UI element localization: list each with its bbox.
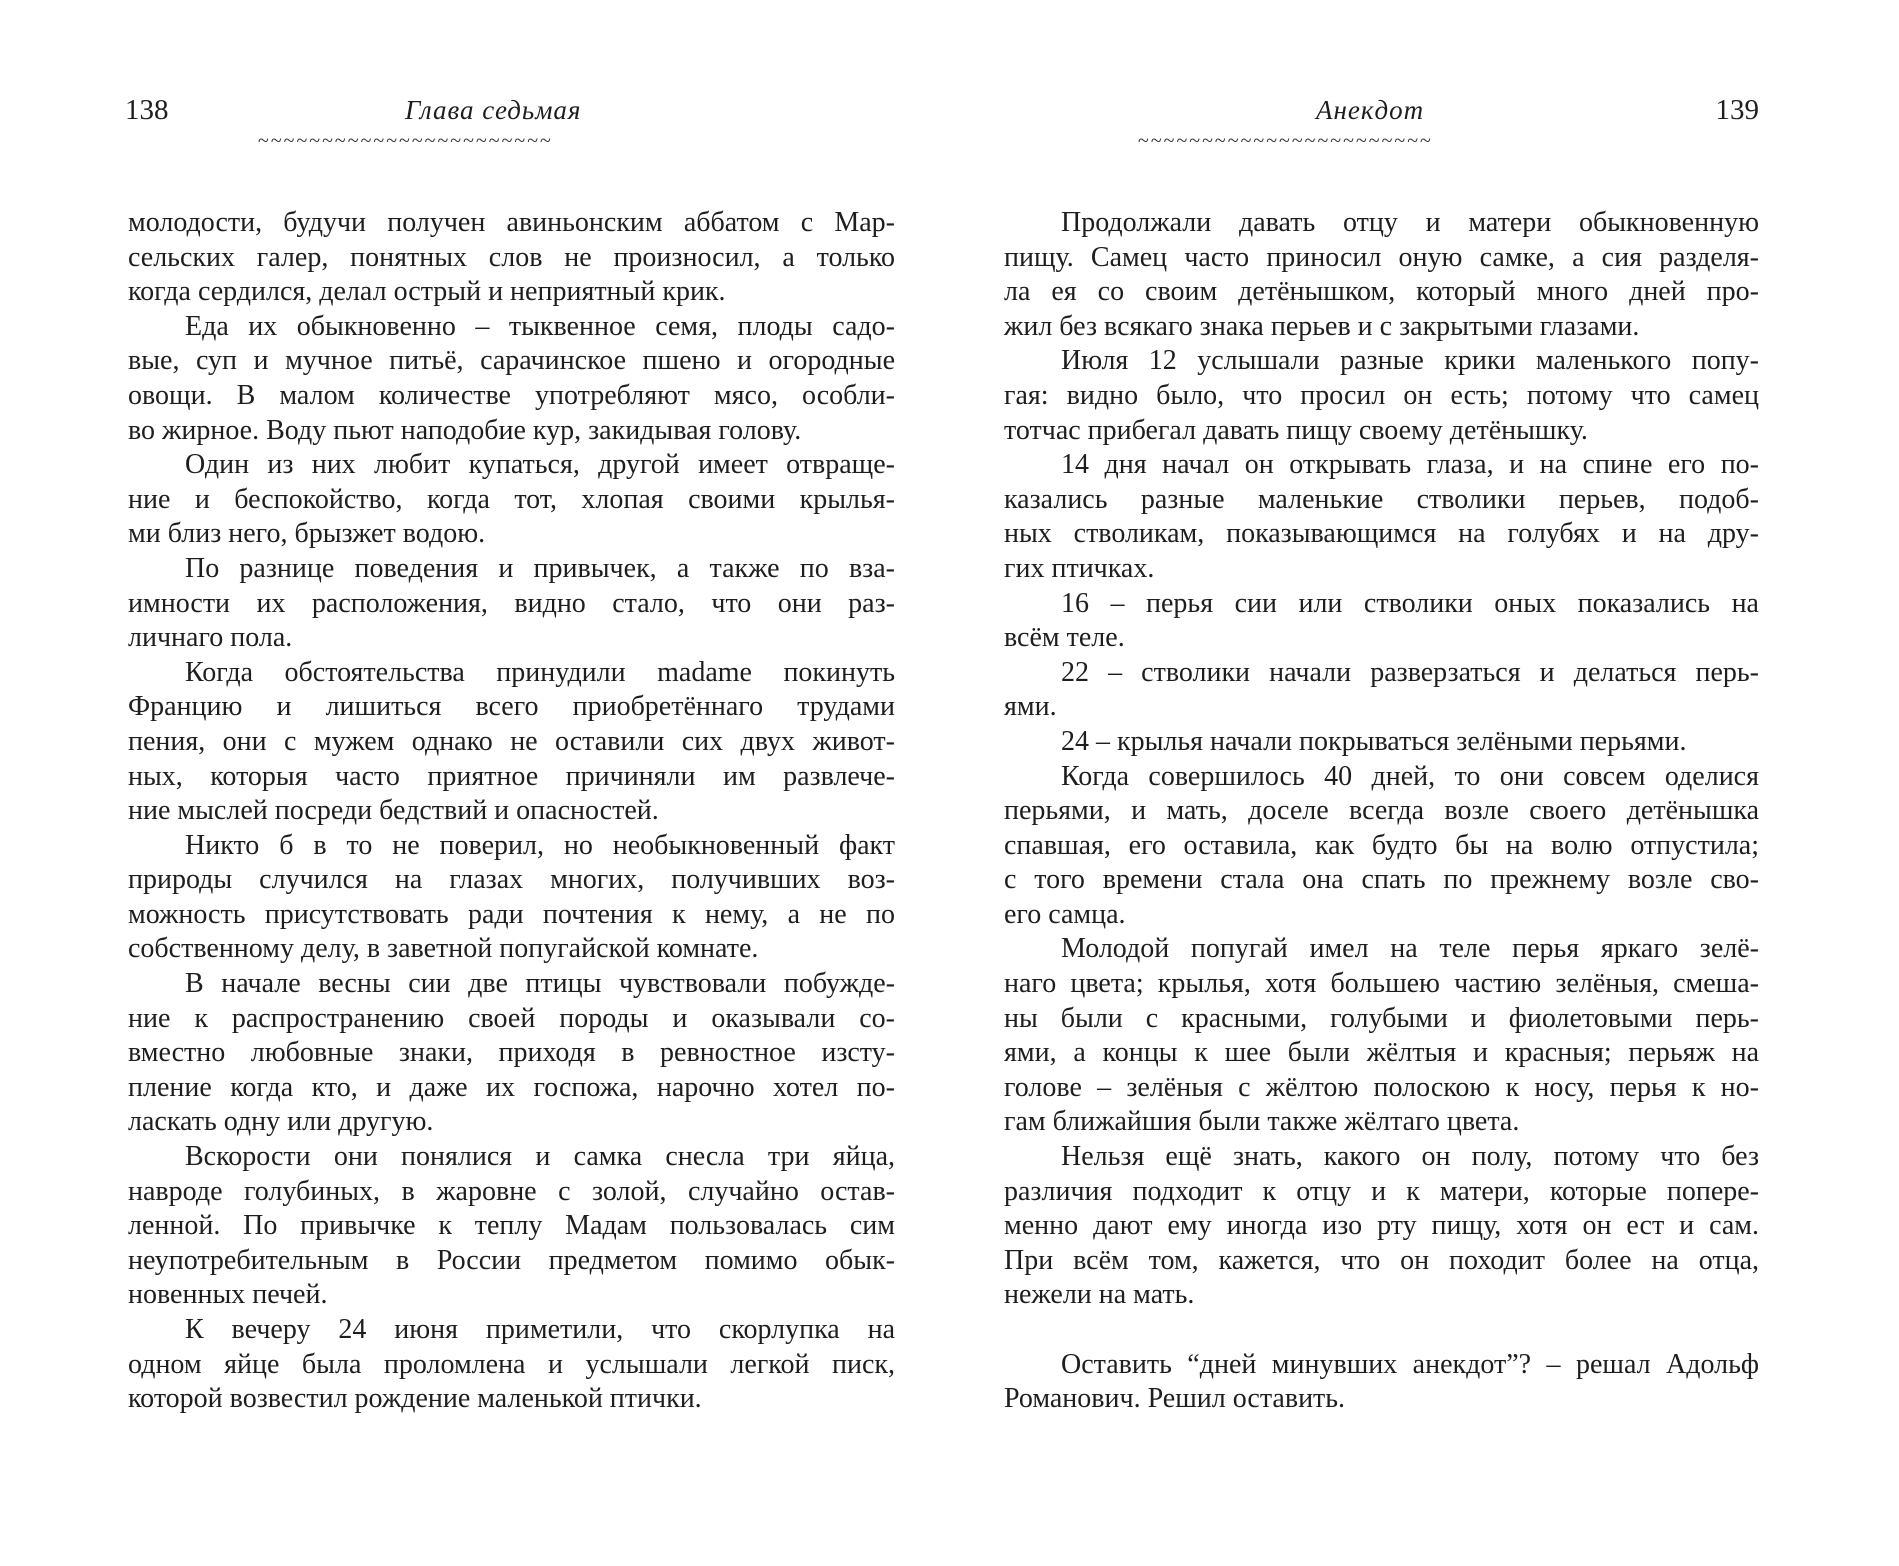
text-line: 22 – стволики начали разверзаться и делаться перь- — [1061, 656, 1759, 688]
text-line: наго цвета; крылья, хотя большею частию зелёныя, смеша- — [1004, 968, 1759, 1000]
text-line: различия подходит к отцу и к матери, которые попере- — [1004, 1175, 1759, 1207]
text-line: ленной. По привычке к теплу Мадам пользовалась сим — [128, 1210, 895, 1242]
text-line: одном яйце была проломлена и услышали легкой писк, — [128, 1348, 895, 1380]
text-line: вые, суп и мучное питьё, сарачинское пшено и огородные — [128, 345, 895, 377]
text-line: личнаго пола. — [128, 622, 293, 654]
text-line: молодости, будучи получен авиньонским аббатом с Мар- — [128, 207, 895, 238]
paragraph — [1004, 587, 1759, 656]
text-line: спавшая, его оставила, как будто бы на волю отпустила; — [1004, 829, 1759, 861]
text-line: менно дают ему иногда изо рту пищу, хотя он ест и сам. — [1004, 1210, 1759, 1242]
text-line: пищу. Самец часто приносил оную самке, а сия разделя- — [1004, 241, 1759, 273]
page-number: 139 — [1715, 94, 1759, 126]
page-body — [128, 206, 895, 1417]
text-line: жил без всякаго знака перьев и с закрытыми глазами. — [1004, 310, 1640, 342]
text-line: Никто б в то не поверил, но необыкновенный факт — [185, 829, 895, 861]
paragraph — [128, 1313, 895, 1417]
paragraph-gap — [1004, 1313, 1759, 1348]
text-line: Францию и лишиться всего приобретённаго трудами — [128, 691, 895, 723]
text-line: Продолжали давать отцу и матери обыкновенную — [1061, 207, 1759, 238]
paragraph — [1004, 448, 1759, 586]
running-head: Анекдот — [1316, 95, 1425, 125]
text-line: ла ея со своим детёнышком, который много дней про- — [1004, 276, 1759, 308]
text-line: Вскорости они понялися и самка снесла три яйца, — [185, 1141, 895, 1173]
text-line: 14 дня начал он открывать глаза, и на спине его по- — [1061, 449, 1759, 481]
text-line: Романович. Решил оставить. — [1004, 1383, 1346, 1415]
text-line: В начале весны сии две птицы чувствовали побужде- — [185, 968, 895, 1000]
page-body — [1004, 206, 1759, 1417]
text-line: навроде голубиных, в жаровне с золой, случайно остав- — [128, 1175, 895, 1207]
text-line: ны были с красными, голубыми и фиолетовыми перь- — [1004, 1002, 1759, 1034]
text-line: Молодой попугай имел на теле перья яркаго зелё- — [1061, 933, 1759, 965]
text-line: ние и беспокойство, когда тот, хлопая своими крылья- — [128, 483, 895, 515]
page-number: 138 — [125, 94, 169, 126]
text-line: новенных печей. — [128, 1279, 328, 1311]
paragraph — [128, 1140, 895, 1313]
text-line: Июля 12 услышали разные крики маленького попу- — [1061, 345, 1759, 377]
text-line: голове – зелёныя с жёлтою полоскою к носу, перья к но- — [1004, 1071, 1759, 1103]
text-line: вместно любовные знаки, приходя в ревностное изсту- — [128, 1037, 895, 1069]
text-line: ми близ него, брызжет водою. — [128, 518, 486, 550]
paragraph — [128, 206, 895, 310]
paragraph — [1004, 206, 1759, 344]
text-line: тотчас прибегал давать пищу своему детёнышку. — [1004, 414, 1588, 446]
text-line: ных, которыя часто приятное причиняли им развлече- — [128, 760, 895, 792]
text-line: когда сердился, делал острый и неприятный крик. — [128, 276, 726, 308]
text-line: По разнице поведения и привычек, а также по вза- — [185, 552, 895, 584]
text-line: ние к распространению своей породы и оказывали со- — [128, 1002, 895, 1034]
paragraph — [128, 829, 895, 967]
text-line: гая: видно было, что просил он есть; потому что самец — [1004, 379, 1759, 411]
paragraph — [128, 448, 895, 552]
header-ornament: ~~~~~~~~~~~~~~~~~~~~~~~ — [258, 130, 553, 152]
text-line: Оставить “дней минувших анекдот”? – решал Адольф — [1061, 1348, 1759, 1380]
text-line: Еда их обыкновенно – тыквенное семя, плоды садо- — [185, 310, 895, 342]
text-line: ние мыслей посреди бедствий и опасностей. — [128, 795, 659, 827]
text-line: овощи. В малом количестве употребляют мясо, особли- — [128, 379, 895, 411]
paragraph — [128, 310, 895, 448]
text-line: ями. — [1004, 691, 1057, 723]
text-line: 24 – крылья начали покрываться зелёными перьями. — [1061, 725, 1687, 757]
right-page — [950, 0, 1899, 1566]
text-line: ласкать одну или другую. — [128, 1106, 434, 1138]
paragraph — [128, 967, 895, 1140]
text-line: его самца. — [1004, 898, 1126, 930]
text-line: Один из них любит купаться, другой имеет отвраще- — [185, 449, 895, 481]
paragraph — [1004, 1140, 1759, 1313]
paragraph — [1004, 344, 1759, 448]
paragraph — [128, 656, 895, 829]
text-line: неупотребительным в России предметом помимо обык- — [128, 1244, 895, 1276]
text-line: которой возвестил рождение маленькой птички. — [128, 1383, 702, 1415]
header-ornament: ~~~~~~~~~~~~~~~~~~~~~~~ — [1138, 130, 1433, 152]
text-line: с того времени стала она спать по прежнему возле сво- — [1004, 864, 1759, 896]
paragraph — [1004, 1348, 1759, 1417]
text-line: имности их расположения, видно стало, что они раз- — [128, 587, 895, 619]
text-line: сельских галер, понятных слов не произносил, а только — [128, 241, 895, 273]
paragraph — [1004, 932, 1759, 1140]
text-line: Нельзя ещё знать, какого он полу, потому что без — [1061, 1141, 1759, 1173]
text-line: собственному делу, в заветной попугайской комнате. — [128, 933, 759, 965]
text-line: пения, они с мужем однако не оставили сих двух живот- — [128, 725, 895, 757]
text-line: ями, а концы к шее были жёлтыя и красныя; перьяж на — [1004, 1037, 1759, 1069]
text-line: природы случился на глазах многих, получивших воз- — [128, 864, 895, 896]
running-head: Глава седьмая — [405, 95, 582, 125]
paragraph — [1004, 725, 1759, 760]
text-line: казались разные маленькие стволики перьев, подоб- — [1004, 483, 1759, 515]
text-line: нежели на мать. — [1004, 1279, 1195, 1311]
text-line: ных стволикам, показывающимся на голубях и на дру- — [1004, 518, 1759, 550]
text-line: Когда совершилось 40 дней, то они совсем оделися — [1061, 760, 1759, 792]
paragraph — [1004, 760, 1759, 933]
text-line: При всём том, кажется, что он походит более на отца, — [1004, 1244, 1759, 1276]
text-line: К вечеру 24 июня приметили, что скорлупка на — [185, 1314, 895, 1345]
paragraph — [1004, 656, 1759, 725]
text-line: пление когда кто, и даже их госпожа, нарочно хотел по- — [128, 1071, 895, 1103]
text-line: гих птичках. — [1004, 552, 1155, 584]
text-line: гам ближайшия были также жёлтаго цвета. — [1004, 1106, 1520, 1138]
text-line: во жирное. Воду пьют наподобие кур, закидывая голову. — [128, 414, 802, 446]
paragraph — [128, 552, 895, 656]
text-line: Когда обстоятельства принудили madame покинуть — [185, 656, 895, 688]
text-line: перьями, и мать, доселе всегда возле своего детёнышка — [1004, 795, 1759, 827]
text-line: 16 – перья сии или стволики оных показались на — [1061, 587, 1759, 619]
text-line: можность присутствовать ради почтения к нему, а не по — [128, 898, 895, 930]
text-line: всём теле. — [1004, 622, 1125, 654]
